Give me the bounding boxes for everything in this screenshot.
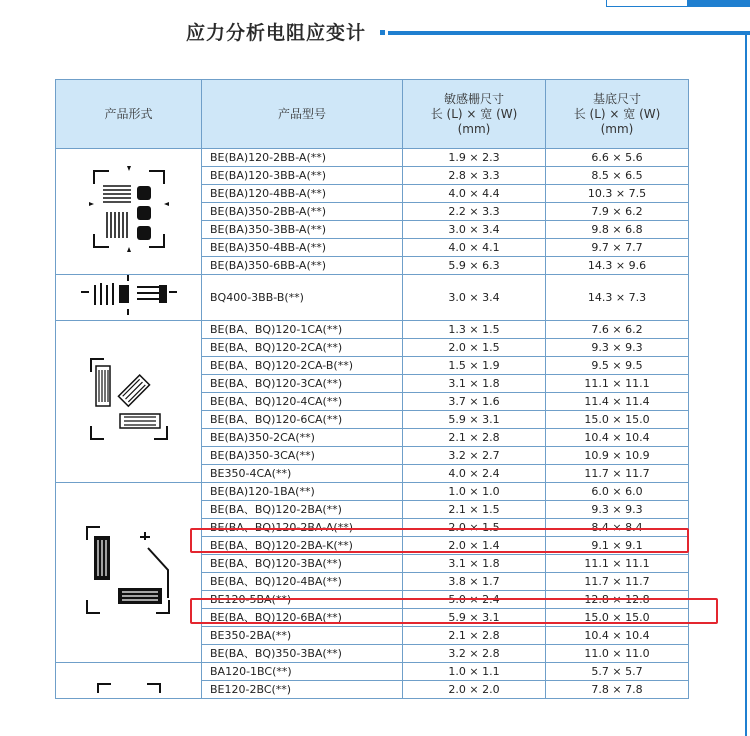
model-cell: BE(BA)350-6BB-A(**) xyxy=(202,257,403,275)
model-cell: BE(BA、BQ)120-4BA(**) xyxy=(202,573,403,591)
page-title: 应力分析电阻应变计 xyxy=(186,22,367,44)
grid-size-cell: 3.2 × 2.7 xyxy=(403,447,546,465)
grid-size-cell: 2.0 × 1.5 xyxy=(403,519,546,537)
header-grid-size: 敏感栅尺寸 长 (L) × 宽 (W) (mm) xyxy=(403,80,546,149)
top-tab-fill xyxy=(687,0,749,6)
grid-size-cell: 3.2 × 2.8 xyxy=(403,645,546,663)
base-size-cell: 15.0 × 15.0 xyxy=(546,609,689,627)
grid-size-cell: 4.0 × 4.1 xyxy=(403,239,546,257)
grid-size-cell: 2.0 × 1.4 xyxy=(403,537,546,555)
grid-size-cell: 3.7 × 1.6 xyxy=(403,393,546,411)
grid-size-cell: 3.1 × 1.8 xyxy=(403,555,546,573)
grid-size-cell: 2.0 × 2.0 xyxy=(403,681,546,699)
header-form: 产品形式 xyxy=(56,80,202,149)
grid-size-cell: 4.0 × 4.4 xyxy=(403,185,546,203)
base-size-cell: 9.1 × 9.1 xyxy=(546,537,689,555)
model-cell: BE(BA)350-4BB-A(**) xyxy=(202,239,403,257)
header-model: 产品型号 xyxy=(202,80,403,149)
base-size-cell: 10.4 × 10.4 xyxy=(546,429,689,447)
grid-size-cell: 5.9 × 3.1 xyxy=(403,411,546,429)
top-tab xyxy=(606,0,750,7)
model-cell: BA120-1BC(**) xyxy=(202,663,403,681)
spec-table xyxy=(55,79,689,699)
model-cell: BQ400-3BB-B(**) xyxy=(202,275,403,321)
model-cell: BE(BA)120-2BB-A(**) xyxy=(202,149,403,167)
base-size-cell: 5.7 × 5.7 xyxy=(546,663,689,681)
model-cell: BE(BA、BQ)120-4CA(**) xyxy=(202,393,403,411)
grid-size-cell: 3.0 × 3.4 xyxy=(403,275,546,321)
base-size-cell: 8.4 × 8.4 xyxy=(546,519,689,537)
product-form-cell xyxy=(56,149,202,275)
base-size-cell: 7.9 × 6.2 xyxy=(546,203,689,221)
table-row xyxy=(56,663,689,681)
grid-size-cell: 2.2 × 3.3 xyxy=(403,203,546,221)
base-size-cell: 12.8 × 12.8 xyxy=(546,591,689,609)
ba-strain-gauge-diagram xyxy=(84,522,174,618)
product-form-cell xyxy=(56,321,202,483)
base-size-cell: 10.9 × 10.9 xyxy=(546,447,689,465)
model-cell: BE(BA)350-3CA(**) xyxy=(202,447,403,465)
grid-size-cell: 5.0 × 2.4 xyxy=(403,591,546,609)
model-cell: BE120-2BC(**) xyxy=(202,681,403,699)
model-cell: BE(BA、BQ)120-2BA-K(**) xyxy=(202,537,403,555)
base-size-cell: 11.0 × 11.0 xyxy=(546,645,689,663)
base-size-cell: 8.5 × 6.5 xyxy=(546,167,689,185)
base-size-cell: 14.3 × 9.6 xyxy=(546,257,689,275)
grid-size-cell: 3.8 × 1.7 xyxy=(403,573,546,591)
model-cell: BE350-4CA(**) xyxy=(202,465,403,483)
grid-size-cell: 1.9 × 2.3 xyxy=(403,149,546,167)
table-row xyxy=(56,275,689,321)
grid-size-cell: 4.0 × 2.4 xyxy=(403,465,546,483)
model-cell: BE(BA)120-1BA(**) xyxy=(202,483,403,501)
grid-size-cell: 2.1 × 1.5 xyxy=(403,501,546,519)
bq-strain-gauge-diagram xyxy=(79,275,179,315)
model-cell: BE(BA、BQ)120-2BA(**) xyxy=(202,501,403,519)
ca-strain-gauge-diagram xyxy=(86,354,172,444)
title-rule xyxy=(388,31,750,35)
base-size-cell: 11.4 × 11.4 xyxy=(546,393,689,411)
base-size-cell: 9.8 × 6.8 xyxy=(546,221,689,239)
grid-size-cell: 5.9 × 3.1 xyxy=(403,609,546,627)
model-cell: BE(BA)120-4BB-A(**) xyxy=(202,185,403,203)
header-base-size: 基底尺寸 长 (L) × 宽 (W) (mm) xyxy=(546,80,689,149)
model-cell: BE120-5BA(**) xyxy=(202,591,403,609)
base-size-cell: 15.0 × 15.0 xyxy=(546,411,689,429)
base-size-cell: 9.5 × 9.5 xyxy=(546,357,689,375)
base-size-cell: 14.3 × 7.3 xyxy=(546,275,689,321)
model-cell: BE(BA)120-3BB-A(**) xyxy=(202,167,403,185)
model-cell: BE(BA、BQ)120-2CA(**) xyxy=(202,339,403,357)
grid-size-cell: 1.0 × 1.0 xyxy=(403,483,546,501)
base-size-cell: 9.3 × 9.3 xyxy=(546,339,689,357)
base-size-cell: 9.3 × 9.3 xyxy=(546,501,689,519)
grid-size-cell: 2.8 × 3.3 xyxy=(403,167,546,185)
bb-strain-gauge-diagram xyxy=(89,164,169,254)
model-cell: BE(BA、BQ)120-3CA(**) xyxy=(202,375,403,393)
base-size-cell: 10.4 × 10.4 xyxy=(546,627,689,645)
model-cell: BE(BA)350-3BB-A(**) xyxy=(202,221,403,239)
grid-size-cell: 3.0 × 3.4 xyxy=(403,221,546,239)
model-cell: BE(BA、BQ)120-2CA-B(**) xyxy=(202,357,403,375)
model-cell: BE(BA)350-2CA(**) xyxy=(202,429,403,447)
base-size-cell: 6.6 × 5.6 xyxy=(546,149,689,167)
base-size-cell: 11.1 × 11.1 xyxy=(546,555,689,573)
model-cell: BE(BA)350-2BB-A(**) xyxy=(202,203,403,221)
base-size-cell: 11.7 × 11.7 xyxy=(546,465,689,483)
right-rule xyxy=(745,35,747,736)
grid-size-cell: 2.0 × 1.5 xyxy=(403,339,546,357)
grid-size-cell: 1.0 × 1.1 xyxy=(403,663,546,681)
grid-size-cell: 1.3 × 1.5 xyxy=(403,321,546,339)
model-cell: BE(BA、BQ)120-3BA(**) xyxy=(202,555,403,573)
grid-size-cell: 5.9 × 6.3 xyxy=(403,257,546,275)
bc-strain-gauge-diagram xyxy=(89,663,169,693)
grid-size-cell: 2.1 × 2.8 xyxy=(403,627,546,645)
base-size-cell: 6.0 × 6.0 xyxy=(546,483,689,501)
grid-size-cell: 1.5 × 1.9 xyxy=(403,357,546,375)
model-cell: BE(BA、BQ)120-2BA-A(**) xyxy=(202,519,403,537)
product-form-cell xyxy=(56,483,202,663)
base-size-cell: 11.1 × 11.1 xyxy=(546,375,689,393)
base-size-cell: 7.8 × 7.8 xyxy=(546,681,689,699)
model-cell: BE(BA、BQ)350-3BA(**) xyxy=(202,645,403,663)
base-size-cell: 10.3 × 7.5 xyxy=(546,185,689,203)
model-cell: BE(BA、BQ)120-6BA(**) xyxy=(202,609,403,627)
product-form-cell xyxy=(56,663,202,699)
model-cell: BE350-2BA(**) xyxy=(202,627,403,645)
table-row xyxy=(56,149,689,167)
model-cell: BE(BA、BQ)120-1CA(**) xyxy=(202,321,403,339)
table-row xyxy=(56,321,689,339)
grid-size-cell: 2.1 × 2.8 xyxy=(403,429,546,447)
model-cell: BE(BA、BQ)120-6CA(**) xyxy=(202,411,403,429)
grid-size-cell: 3.1 × 1.8 xyxy=(403,375,546,393)
table-row xyxy=(56,483,689,501)
base-size-cell: 7.6 × 6.2 xyxy=(546,321,689,339)
product-form-cell xyxy=(56,275,202,321)
base-size-cell: 9.7 × 7.7 xyxy=(546,239,689,257)
header-row xyxy=(56,80,689,149)
base-size-cell: 11.7 × 11.7 xyxy=(546,573,689,591)
